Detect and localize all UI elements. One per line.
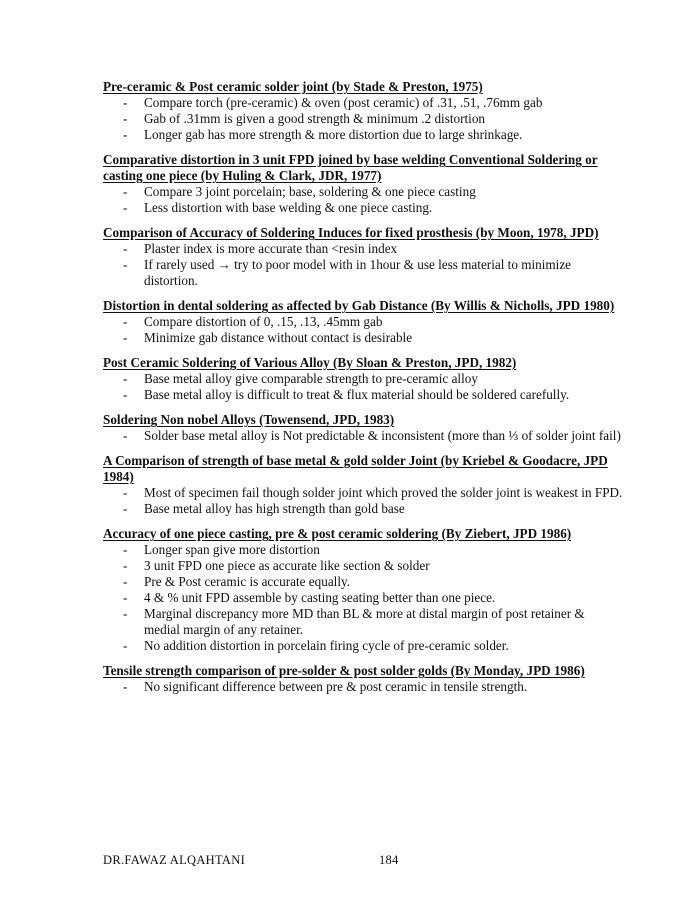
bullet-item [103,558,623,574]
footer-author: DR.FAWAZ ALQAHTANI [103,853,246,867]
bullet-marker: - [123,638,128,653]
bullet-marker: - [123,95,128,110]
bullet-text: Base metal alloy is difficult to treat & flux material should be soldered carefully. [144,387,570,402]
page-number: 184 [379,853,399,867]
bullet-text: Longer span give more distortion [144,542,320,557]
bullet-marker: - [123,241,128,256]
bullet-text: Minimize gab distance without contact is desirable [144,330,413,345]
bullet-text: Gab of .31mm is given a good strength & minimum .2 distortion [144,111,486,126]
bullet-item [103,257,623,289]
bullet-text: Longer gab has more strength & more distortion due to large shrinkage. [144,127,523,142]
bullet-item [103,542,623,558]
bullet-text: Most of specimen fail though solder joint which proved the solder joint is weakest in FPD. [144,485,623,500]
bullet-text: Compare distortion of 0, .15, .13, .45mm gab [144,314,383,329]
bullet-item [103,314,623,330]
bullet-list [103,184,623,216]
study-section [103,298,623,346]
bullet-item [103,95,623,111]
bullet-item [103,184,623,200]
study-section [103,663,623,695]
study-section [103,79,623,143]
bullet-marker: - [123,314,128,329]
bullet-text: Plaster index is more accurate than <resin index [144,241,398,256]
bullet-list [103,241,623,289]
study-section [103,225,623,289]
study-section [103,526,623,654]
bullet-marker: - [123,679,128,694]
bullet-marker: - [123,574,128,589]
bullet-text: Base metal alloy has high strength than gold base [144,501,405,516]
section-heading: A Comparison of strength of base metal & gold solder Joint (by Kriebel & Goodacre, JPD 1984) [103,453,608,484]
bullet-text: 4 & % unit FPD assemble by casting seating better than one piece. [144,590,496,605]
bullet-list [103,679,623,695]
bullet-item [103,330,623,346]
bullet-marker: - [123,127,128,142]
bullet-marker: - [123,501,128,516]
section-heading: Comparison of Accuracy of Soldering Induces for fixed prosthesis (by Moon, 1978, JPD) [103,225,599,240]
bullet-list [103,542,623,654]
bullet-item [103,241,623,257]
bullet-item [103,606,623,638]
bullet-marker: - [123,485,128,500]
bullet-marker: - [123,590,128,605]
bullet-item [103,200,623,216]
bullet-item [103,501,623,517]
bullet-text: Base metal alloy give comparable strength to pre-ceramic alloy [144,371,478,386]
bullet-marker: - [123,542,128,557]
bullet-text: Marginal discrepancy more MD than BL & more at distal margin of post retainer & medial margin of any retainer. [144,606,585,637]
bullet-text: Compare 3 joint porcelain; base, soldering & one piece casting [144,184,476,199]
section-heading: Tensile strength comparison of pre-solder & post solder golds (By Monday, JPD 1986) [103,663,585,678]
bullet-text: 3 unit FPD one piece as accurate like section & solder [144,558,430,573]
bullet-text: No addition distortion in porcelain firing cycle of pre-ceramic solder. [144,638,509,653]
section-heading: Pre-ceramic & Post ceramic solder joint (by Stade & Preston, 1975) [103,79,483,94]
section-heading: Soldering Non nobel Alloys (Towensend, JPD, 1983) [103,412,395,427]
study-section [103,453,623,517]
bullet-item [103,387,623,403]
bullet-text: No significant difference between pre & post ceramic in tensile strength. [144,679,528,694]
bullet-item [103,485,623,501]
bullet-marker: - [123,330,128,345]
bullet-marker: - [123,200,128,215]
bullet-marker: - [123,606,128,621]
bullet-text: Compare torch (pre-ceramic) & oven (post ceramic) of .31, .51, .76mm gab [144,95,543,110]
section-heading: Post Ceramic Soldering of Various Alloy (By Sloan & Preston, JPD, 1982) [103,355,517,370]
bullet-list [103,371,623,403]
bullet-marker: - [123,558,128,573]
study-section [103,355,623,403]
bullet-list [103,95,623,143]
bullet-marker: - [123,387,128,402]
bullet-marker: - [123,428,128,443]
bullet-item [103,679,623,695]
section-heading: Distortion in dental soldering as affected by Gab Distance (By Willis & Nicholls, JPD 1980) [103,298,615,313]
study-section [103,412,623,444]
page-content [103,79,623,704]
bullet-item [103,574,623,590]
section-heading: Comparative distortion in 3 unit FPD joined by base welding Conventional Soldering or casting one piece (by Huling & Clark, JDR, 1977) [103,152,598,183]
bullet-marker: - [123,371,128,386]
bullet-item [103,111,623,127]
bullet-item [103,428,623,444]
bullet-marker: - [123,257,128,272]
section-heading: Accuracy of one piece casting, pre & post ceramic soldering (By Ziebert, JPD 1986) [103,526,572,541]
bullet-list [103,485,623,517]
bullet-item [103,127,623,143]
bullet-text: If rarely used → try to poor model with in 1hour & use less material to minimize distortion. [144,257,572,288]
bullet-list [103,428,623,444]
bullet-marker: - [123,184,128,199]
study-section [103,152,623,216]
bullet-text: Less distortion with base welding & one piece casting. [144,200,433,215]
bullet-list [103,314,623,346]
bullet-text: Pre & Post ceramic is accurate equally. [144,574,351,589]
bullet-item [103,371,623,387]
bullet-item [103,590,623,606]
bullet-text: Solder base metal alloy is Not predictable & inconsistent (more than ⅓ of solder joint fail) [144,428,621,443]
bullet-marker: - [123,111,128,126]
bullet-item [103,638,623,654]
